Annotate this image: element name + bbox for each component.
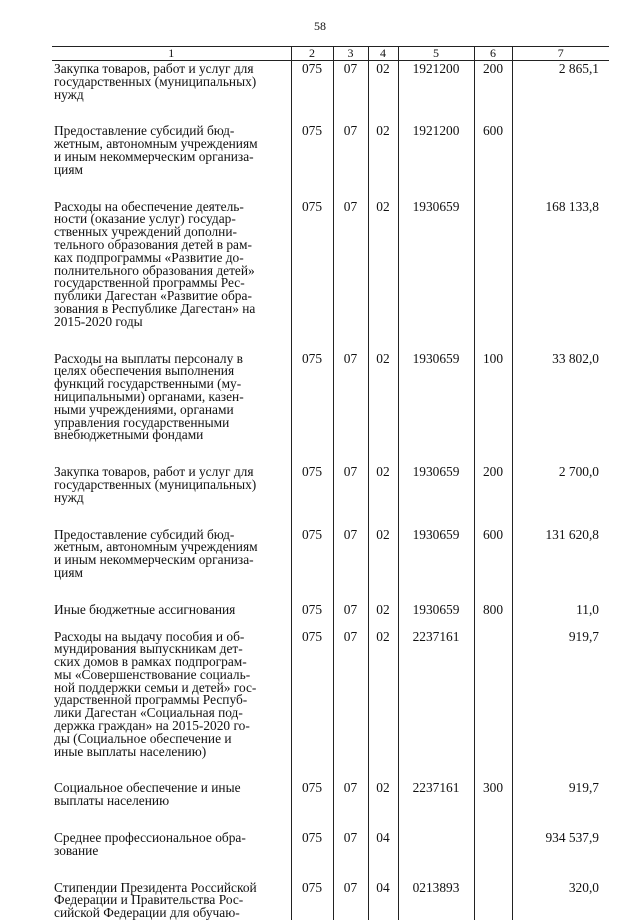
table-row [52,629,609,759]
expense-type-code [474,199,512,329]
table-row [52,830,609,858]
row-description [52,351,291,443]
spacer-cell [333,808,368,830]
spacer-cell [333,505,368,527]
target-article-code: 2237161 [398,629,474,759]
spacer-cell [398,580,474,602]
description-line: Закупка товаров, работ и услуг для [54,466,287,479]
description-line: Федерации и Правительства Рос- [54,894,287,907]
spacer-cell [512,505,609,527]
target-article-code: 1921200 [398,61,474,102]
description-line: и иным некоммерческим организа- [54,554,287,567]
description-line: нужд [54,89,287,102]
spacer-cell [512,617,609,629]
target-article-code: 1930659 [398,527,474,580]
description-line: 2015-2020 годы [54,316,287,329]
description-line: тельного образования детей в рам- [54,239,287,252]
budget-table [52,46,609,920]
spacer-cell [291,808,333,830]
spacer-cell [52,101,291,123]
row-spacer [52,177,609,199]
spacer-cell [398,505,474,527]
spacer-cell [398,858,474,880]
target-article-code [398,830,474,858]
row-description [52,464,291,504]
expense-type-code: 200 [474,464,512,504]
description-line: Закупка товаров, работ и услуг для [54,63,287,76]
description-line: Стипендии Президента Российской [54,882,287,895]
spacer-cell [512,808,609,830]
row-description [52,880,291,920]
subsection-code: 04 [368,880,398,920]
spacer-cell [52,858,291,880]
amount-value: 919,7 [512,629,609,759]
spacer-cell [474,177,512,199]
spacer-cell [398,442,474,464]
spacer-cell [333,617,368,629]
spacer-cell [398,808,474,830]
table-row [52,780,609,808]
description-line: зования в Республике Дагестан» на [54,303,287,316]
description-line: управления государственными [54,417,287,430]
spacer-cell [368,617,398,629]
table-row [52,123,609,176]
header-row [52,47,609,61]
section-code: 07 [333,61,368,102]
spacer-cell [368,858,398,880]
spacer-cell [474,442,512,464]
description-line: ских домов в рамках подпрограм- [54,656,287,669]
description-line: держка граждан» на 2015-2020 го- [54,720,287,733]
spacer-cell [474,505,512,527]
description-line: ности (оказание услуг) государ- [54,213,287,226]
description-line: Среднее профессиональное обра- [54,832,287,845]
ministry-code: 075 [291,123,333,176]
description-line: государственных (муниципальных) [54,76,287,89]
row-spacer [52,617,609,629]
spacer-cell [333,442,368,464]
subsection-code: 02 [368,61,398,102]
row-spacer [52,442,609,464]
subsection-code: 02 [368,629,398,759]
spacer-cell [512,329,609,351]
row-spacer [52,858,609,880]
spacer-cell [368,442,398,464]
row-spacer [52,758,609,780]
description-line: Предоставление субсидий бюд- [54,125,287,138]
spacer-cell [512,101,609,123]
spacer-cell [333,329,368,351]
description-line: ственных учреждений дополни- [54,226,287,239]
target-article-code: 1930659 [398,464,474,504]
spacer-cell [512,580,609,602]
description-line: выплаты населению [54,795,287,808]
description-line: ными учреждениями, органами [54,404,287,417]
target-article-code: 2237161 [398,780,474,808]
section-code: 07 [333,464,368,504]
description-line: государственной программы Рес- [54,277,287,290]
amount-value: 919,7 [512,780,609,808]
ministry-code: 075 [291,199,333,329]
subsection-code: 02 [368,602,398,617]
spacer-cell [291,858,333,880]
amount-value: 33 802,0 [512,351,609,443]
spacer-cell [368,101,398,123]
row-spacer [52,580,609,602]
col-header-4: 4 [368,47,398,61]
description-line: циям [54,164,287,177]
description-line: государственных (муниципальных) [54,479,287,492]
description-line: Расходы на обеспечение деятель- [54,201,287,214]
page-number: 58 [0,19,640,34]
amount-value: 320,0 [512,880,609,920]
spacer-cell [368,505,398,527]
description-line: ниципальными) органами, казен- [54,391,287,404]
description-line: мы «Совершенствование социаль- [54,669,287,682]
col-header-5: 5 [398,47,474,61]
section-code: 07 [333,780,368,808]
spacer-cell [291,329,333,351]
spacer-cell [291,580,333,602]
row-description [52,780,291,808]
spacer-cell [512,177,609,199]
description-line: ной поддержки семьи и детей» гос- [54,682,287,695]
spacer-cell [291,177,333,199]
spacer-cell [52,442,291,464]
row-description [52,629,291,759]
description-line: функций государственными (му- [54,378,287,391]
description-line: внебюджетными фондами [54,429,287,442]
expense-type-code [474,830,512,858]
ministry-code: 075 [291,602,333,617]
spacer-cell [291,505,333,527]
spacer-cell [333,101,368,123]
description-line: циям [54,567,287,580]
description-line: Расходы на выдачу пособия и об- [54,631,287,644]
section-code: 07 [333,830,368,858]
amount-value: 11,0 [512,602,609,617]
description-line: Иные бюджетные ассигнования [54,604,287,617]
target-article-code: 1930659 [398,199,474,329]
ministry-code: 075 [291,880,333,920]
spacer-cell [291,617,333,629]
subsection-code: 02 [368,123,398,176]
description-line: жетным, автономным учреждениям [54,138,287,151]
description-line: Предоставление субсидий бюд- [54,529,287,542]
spacer-cell [474,580,512,602]
description-line: мундирования выпускникам дет- [54,643,287,656]
row-description [52,199,291,329]
ministry-code: 075 [291,629,333,759]
spacer-cell [368,329,398,351]
spacer-cell [368,808,398,830]
table-body [52,61,609,920]
spacer-cell [52,329,291,351]
spacer-cell [398,617,474,629]
subsection-code: 02 [368,351,398,443]
spacer-cell [512,442,609,464]
section-code: 07 [333,629,368,759]
description-line: сийской Федерации для обучаю- [54,907,287,920]
amount-value: 168 133,8 [512,199,609,329]
row-description [52,602,291,617]
spacer-cell [398,758,474,780]
description-line: жетным, автономным учреждениям [54,541,287,554]
spacer-cell [291,758,333,780]
description-line: иные выплаты населению) [54,746,287,759]
spacer-cell [368,177,398,199]
description-line: публики Дагестан «Развитие обра- [54,290,287,303]
spacer-cell [474,808,512,830]
spacer-cell [333,858,368,880]
subsection-code: 02 [368,780,398,808]
amount-value: 2 700,0 [512,464,609,504]
description-line: целях обеспечения выполнения [54,365,287,378]
subsection-code: 02 [368,199,398,329]
description-line: и иным некоммерческим организа- [54,151,287,164]
col-header-6: 6 [474,47,512,61]
description-line: ды (Социальное обеспечение и [54,733,287,746]
spacer-cell [474,101,512,123]
ministry-code: 075 [291,61,333,102]
ministry-code: 075 [291,527,333,580]
col-header-3: 3 [333,47,368,61]
spacer-cell [333,580,368,602]
table-row [52,602,609,617]
spacer-cell [474,858,512,880]
row-description [52,527,291,580]
spacer-cell [52,580,291,602]
expense-type-code [474,880,512,920]
amount-value: 2 865,1 [512,61,609,102]
table-row [52,527,609,580]
description-line: Расходы на выплаты персоналу в [54,353,287,366]
amount-value: 131 620,8 [512,527,609,580]
spacer-cell [398,329,474,351]
col-header-7: 7 [512,47,609,61]
description-line: Социальное обеспечение и иные [54,782,287,795]
row-spacer [52,505,609,527]
description-line: нужд [54,492,287,505]
description-line: зование [54,845,287,858]
table-row [52,61,609,102]
spacer-cell [368,580,398,602]
row-description [52,830,291,858]
spacer-cell [291,442,333,464]
spacer-cell [368,758,398,780]
amount-value: 934 537,9 [512,830,609,858]
spacer-cell [398,177,474,199]
section-code: 07 [333,199,368,329]
description-line: ударственной программы Респуб- [54,694,287,707]
description-line: ках подпрограммы «Развитие до- [54,252,287,265]
spacer-cell [291,101,333,123]
table-row [52,351,609,443]
description-line: лики Дагестан «Социальная под- [54,707,287,720]
row-spacer [52,101,609,123]
target-article-code: 0213893 [398,880,474,920]
spacer-cell [512,758,609,780]
table-row [52,199,609,329]
ministry-code: 075 [291,351,333,443]
target-article-code: 1921200 [398,123,474,176]
spacer-cell [398,101,474,123]
col-header-1: 1 [52,47,291,61]
target-article-code: 1930659 [398,602,474,617]
row-description [52,61,291,102]
spacer-cell [52,177,291,199]
spacer-cell [52,758,291,780]
subsection-code: 02 [368,464,398,504]
section-code: 07 [333,351,368,443]
spacer-cell [333,177,368,199]
section-code: 07 [333,123,368,176]
spacer-cell [474,758,512,780]
spacer-cell [512,858,609,880]
ministry-code: 075 [291,464,333,504]
subsection-code: 04 [368,830,398,858]
table-row [52,880,609,920]
row-spacer [52,329,609,351]
spacer-cell [52,808,291,830]
col-header-2: 2 [291,47,333,61]
expense-type-code: 300 [474,780,512,808]
row-description [52,123,291,176]
section-code: 07 [333,527,368,580]
expense-type-code: 600 [474,527,512,580]
row-spacer [52,808,609,830]
expense-type-code: 800 [474,602,512,617]
spacer-cell [52,505,291,527]
ministry-code: 075 [291,830,333,858]
expense-type-code [474,629,512,759]
spacer-cell [52,617,291,629]
amount-value [512,123,609,176]
spacer-cell [474,617,512,629]
expense-type-code: 100 [474,351,512,443]
section-code: 07 [333,602,368,617]
expense-type-code: 600 [474,123,512,176]
spacer-cell [333,758,368,780]
section-code: 07 [333,880,368,920]
subsection-code: 02 [368,527,398,580]
expense-type-code: 200 [474,61,512,102]
target-article-code: 1930659 [398,351,474,443]
ministry-code: 075 [291,780,333,808]
spacer-cell [474,329,512,351]
description-line: полнительного образования детей» [54,265,287,278]
table-row [52,464,609,504]
